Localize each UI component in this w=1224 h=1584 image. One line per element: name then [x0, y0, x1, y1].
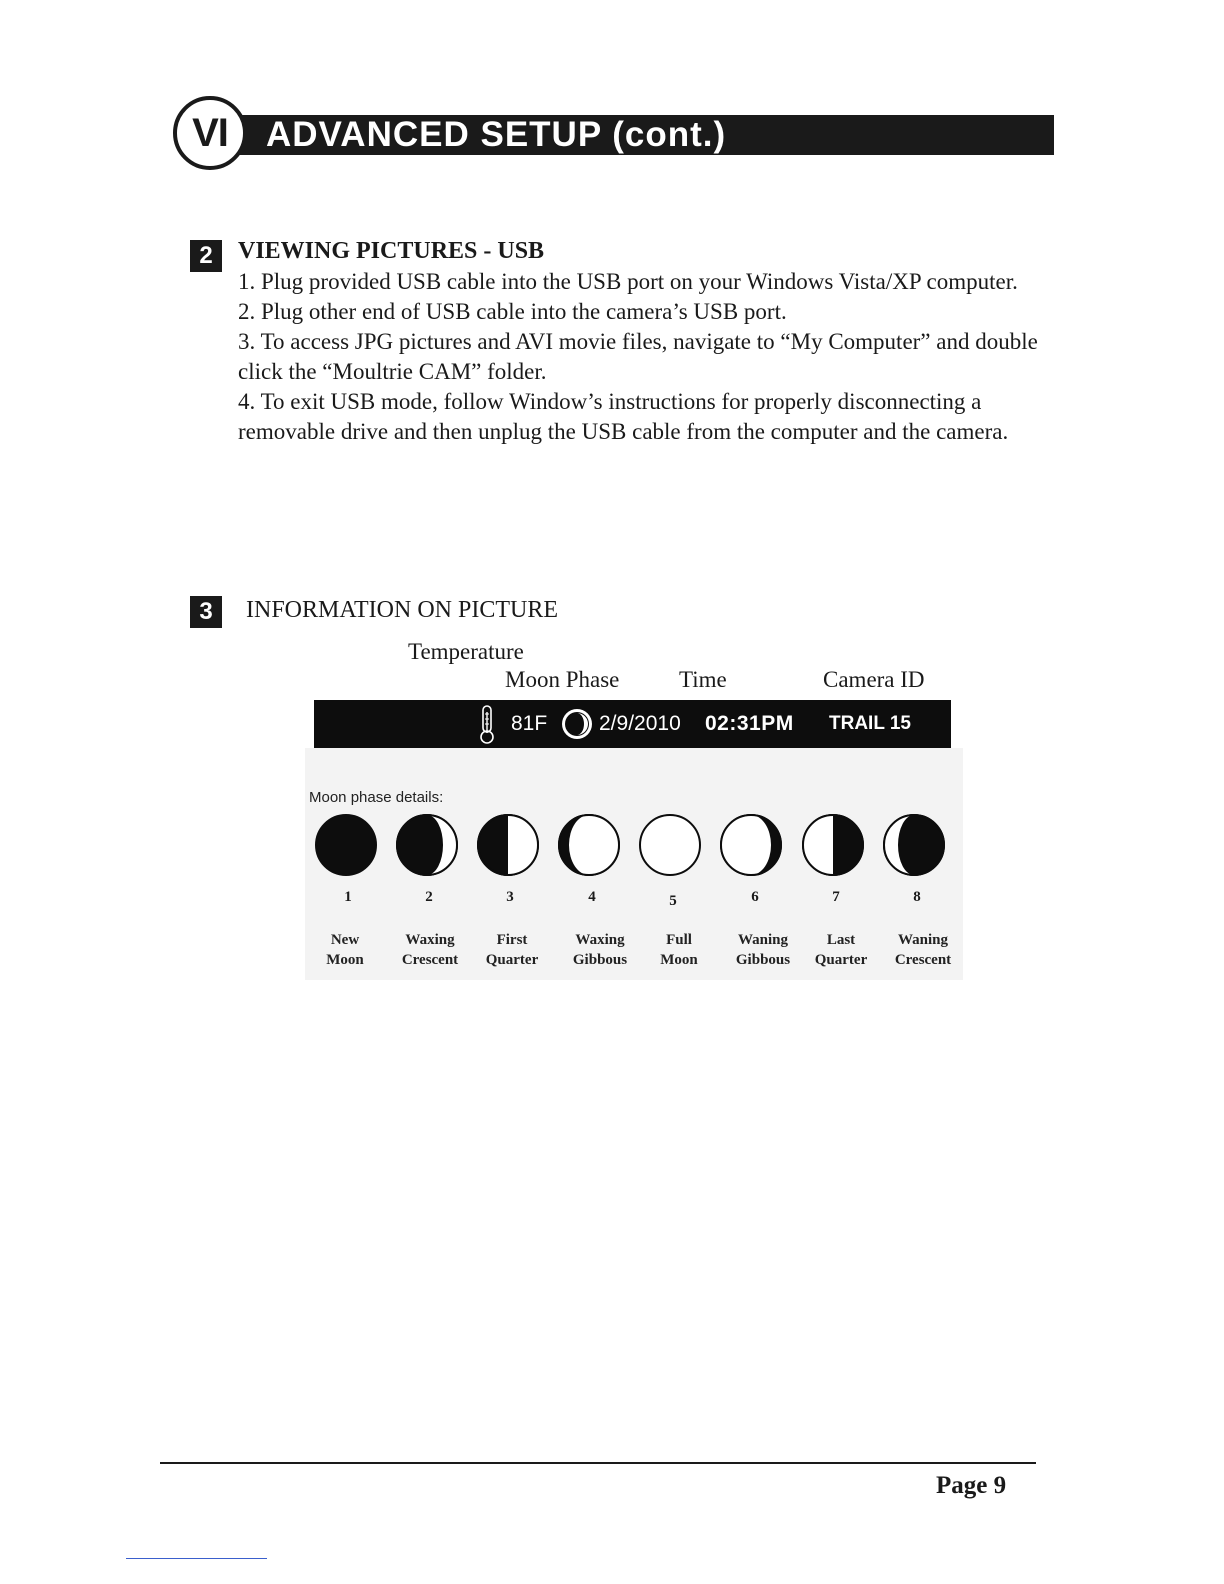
phase-name — [560, 930, 640, 970]
waning-crescent-icon — [881, 812, 947, 878]
full-moon-icon — [637, 812, 703, 878]
strip-date: 2/9/2010 — [599, 712, 681, 735]
strip-time: 02:31PM — [705, 712, 794, 735]
first-quarter-icon — [475, 812, 541, 878]
phase-number: 1 — [344, 889, 352, 905]
waning-gibbous-icon — [718, 812, 784, 878]
callout-temperature: Temperature — [408, 639, 524, 664]
page-title: ADVANCED SETUP (cont.) — [266, 115, 727, 154]
phase-name-line1: Waxing — [575, 932, 625, 948]
section-3-title: INFORMATION ON PICTURE — [246, 597, 559, 623]
waxing-gibbous-icon — [556, 812, 622, 878]
phase-name-line2: Moon — [660, 952, 698, 968]
phase-name — [801, 930, 881, 970]
phase-number: 6 — [751, 889, 759, 905]
chapter-badge — [173, 96, 247, 170]
footer-rule — [160, 1462, 1036, 1464]
step-4: 4. To exit USB mode, follow Window’s instructions for properly disconnecting a removable drive and then unplug the USB cable from the computer and the camera. — [238, 389, 1009, 444]
new-moon-icon — [313, 812, 379, 878]
step-1: 1. Plug provided USB cable into the USB port on your Windows Vista/XP computer. — [238, 269, 1018, 294]
phase-name — [883, 930, 963, 970]
phase-name-line2: Crescent — [894, 952, 952, 968]
phase-name-line1: Waxing — [405, 932, 455, 948]
phase-name — [639, 930, 719, 970]
phase-number: 4 — [588, 889, 596, 905]
moon-phase-caption: Moon phase details: — [309, 789, 444, 806]
phase-name-line1: Waning — [897, 932, 949, 948]
phase-name-line1: First — [496, 932, 528, 948]
waxing-crescent-icon — [394, 812, 460, 878]
phase-name — [472, 930, 552, 970]
phase-name — [723, 930, 803, 970]
phase-name-line2: Quarter — [814, 952, 868, 968]
callout-moon-phase: Moon Phase — [505, 667, 620, 692]
phase-name-line1: Waning — [737, 932, 789, 948]
phase-name-line1: New — [330, 932, 360, 948]
phase-number: 7 — [832, 889, 840, 905]
phase-number: 5 — [669, 893, 677, 909]
phase-number: 8 — [913, 889, 921, 905]
phase-number: 3 — [506, 889, 514, 905]
section-2-number: 2 — [190, 240, 222, 272]
strip-camera-id: TRAIL 15 — [829, 713, 912, 734]
chapter-number: VI — [192, 110, 228, 155]
section-2-steps — [238, 267, 1048, 447]
moon-phase-strip-icon — [560, 705, 594, 743]
thermometer-icon — [476, 702, 498, 746]
phase-name-line2: Gibbous — [572, 952, 628, 968]
phase-name-line1: Full — [666, 932, 692, 948]
page-number: Page 9 — [936, 1472, 1007, 1499]
last-quarter-icon — [800, 812, 866, 878]
phase-number: 2 — [425, 889, 433, 905]
strip-temperature: 81F — [511, 712, 548, 735]
step-3: 3. To access JPG pictures and AVI movie files, navigate to “My Computer” and double click the “Moultrie CAM” folder. — [238, 329, 1038, 384]
phase-name-line2: Moon — [326, 952, 364, 968]
step-2: 2. Plug other end of USB cable into the camera’s USB port. — [238, 299, 787, 324]
phase-name — [390, 930, 470, 970]
phase-name-line2: Crescent — [401, 952, 459, 968]
section-2-title: VIEWING PICTURES - USB — [238, 238, 545, 264]
phase-name-line2: Quarter — [485, 952, 539, 968]
section-3-number: 3 — [190, 596, 222, 628]
phase-name-line2: Gibbous — [735, 952, 791, 968]
phase-name — [305, 930, 385, 970]
callout-camera-id: Camera ID — [823, 667, 925, 692]
callout-time: Time — [679, 667, 727, 692]
bottom-divider — [126, 1558, 267, 1559]
phase-name-line1: Last — [826, 932, 856, 948]
